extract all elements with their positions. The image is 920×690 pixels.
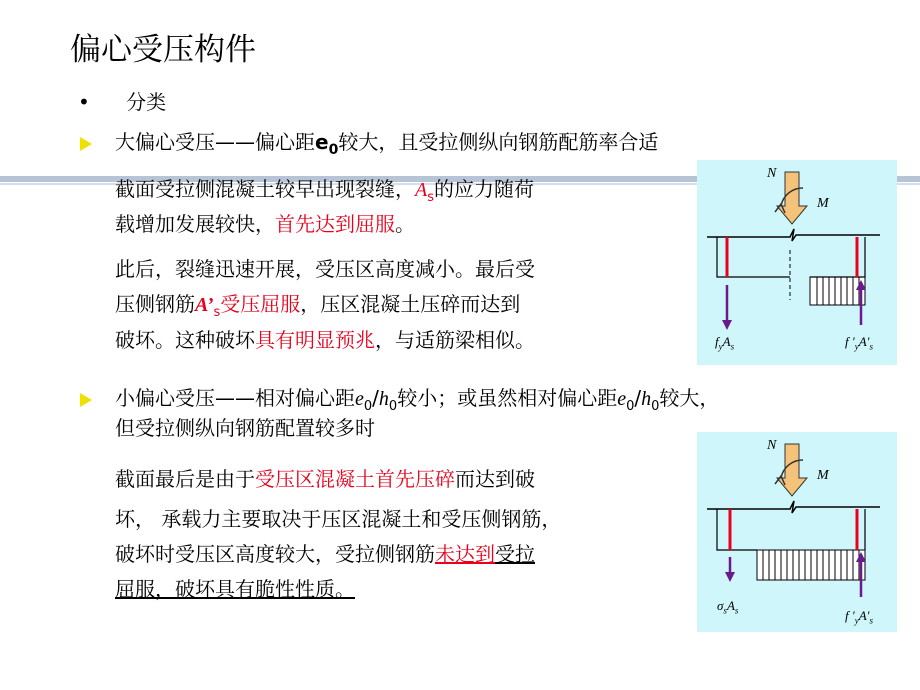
label-fyAs-prime: f $'_yA'_s$ — [845, 608, 874, 626]
large-body-line-3: 此后，裂缝迅速开展，受压区高度减小。最后受 — [115, 257, 535, 281]
label-N: N — [767, 438, 777, 453]
large-eccentric-heading: 大偏心受压——偏心距$e_0$较大，且受拉侧纵向钢筋配筋率合适 — [115, 130, 659, 158]
arrow-bullet-icon — [80, 393, 92, 407]
label-N: N — [767, 166, 777, 181]
large-body-line-4: 压侧钢筋$A’_s$受压屈服，压区混凝土压碎而达到 — [115, 292, 521, 320]
small-body-line-1: 截面最后是由于受压区混凝土首先压碎而达到破 — [115, 467, 535, 491]
small-eccentric-heading-1: 小偏心受压——相对偏心距$e_0/h_0$较小；或虽然相对偏心距$e_0/h_0$较大， — [115, 386, 720, 414]
compression-block — [810, 277, 865, 305]
small-body-line-4: 屈服，破坏具有脆性性质。 — [115, 577, 355, 601]
beam-top — [707, 229, 880, 241]
large-body-line-1: 截面受拉侧混凝土较早出现裂缝，$A_s$的应力随荷 — [115, 177, 534, 205]
arrow-bullet-icon — [80, 137, 92, 151]
small-eccentric-figure — [697, 432, 897, 632]
large-eccentric-figure — [697, 160, 897, 365]
label-sigma-As: $\sigma_sA_s$ — [717, 598, 739, 616]
label-fyAs: $f_yA_s$ — [715, 334, 735, 352]
axial-force-arrow — [777, 172, 807, 224]
bullet-dot: • — [78, 90, 90, 114]
page-title: 偏心受压构件 — [70, 32, 256, 68]
large-body-line-2: 载增加发展较快，首先达到屈服。 — [115, 212, 415, 236]
small-body-line-2: 坏， 承载力主要取决于压区混凝土和受压侧钢筋， — [115, 507, 562, 531]
bullet-label: 分类 — [126, 90, 167, 114]
small-body-line-3: 破坏时受压区高度较大，受拉侧钢筋未达到受拉 — [115, 542, 535, 566]
bullet-item — [78, 88, 166, 116]
label-M: M — [817, 468, 829, 483]
label-fyAs-prime: f $'_yA'_s$ — [845, 334, 874, 352]
label-M: M — [817, 196, 829, 211]
small-eccentric-heading-2: 但受拉侧纵向钢筋配置较多时 — [115, 416, 375, 440]
large-body-line-5: 破坏。这种破坏具有明显预兆，与适筋梁相似。 — [115, 328, 535, 352]
